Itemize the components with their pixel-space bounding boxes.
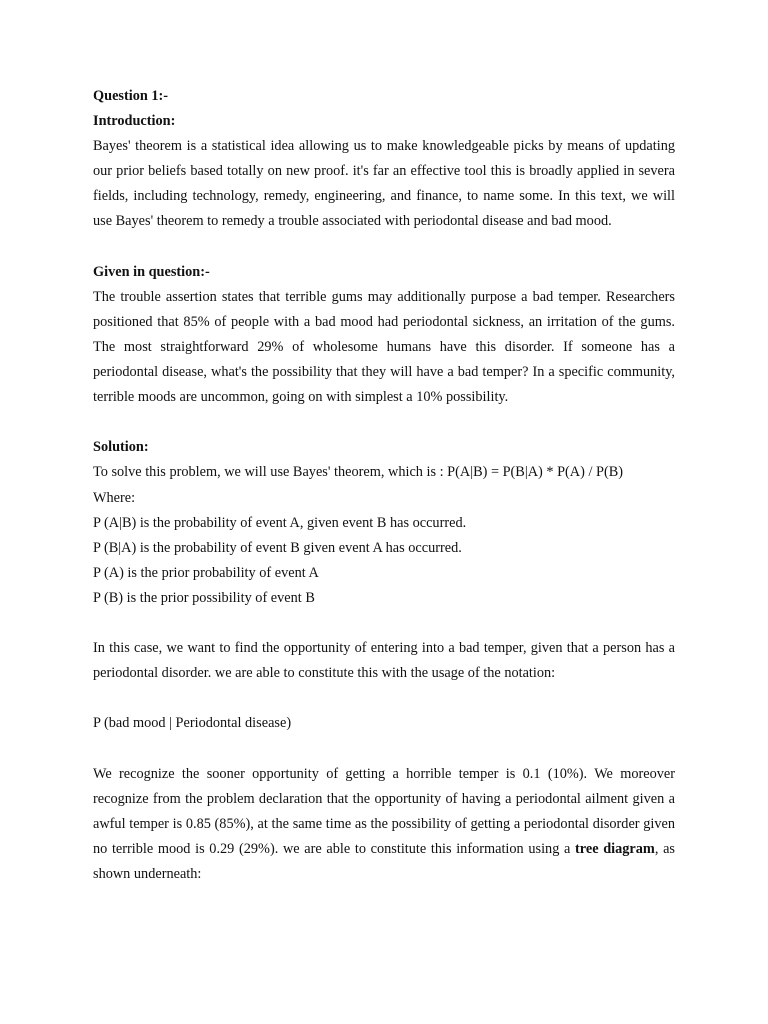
spacer [93,235,675,260]
spacer [93,410,675,435]
definition-line: P (A|B) is the probability of event A, given event B has occurred. [93,514,467,531]
given-heading: Given in question:- [93,263,210,280]
definition-line: P (A) is the prior probability of event A [93,564,319,581]
where-line: Where: [93,489,136,506]
tree-diagram-term: tree diagram [575,840,655,857]
solution-heading: Solution: [93,439,149,456]
recognize-text: We recognize the sooner opportunity of getting a horrible temper is 0.1 (10%). We moreover recognize from the problem declaration that the opportunity of having a periodontal ailment given a awful temper is 0.85 (85%), at the same time as the possibility of getting a periodontal disorder given no terrible mood is 0.29 (29%). we are able to constitute this information using a [93,765,675,857]
spacer [93,611,675,636]
definition-line: P (B|A) is the probability of event B given event A has occurred. [93,539,462,556]
question-title: Question 1:- [93,88,169,104]
case-paragraph: In this case, we want to find the opportunity of entering into a bad temper, given that a person has a periodontal disorder. we are able to constitute this with the usage of the notation: [93,640,675,682]
bayes-formula-line: To solve this problem, we will use Bayes' theorem, which is : P(A|B) = P(B|A) * P(A) / P(B) [93,464,624,481]
notation-line: P (bad mood | Periodontal disease) [93,715,292,732]
introduction-paragraph: Bayes' theorem is a statistical idea allowing us to make knowledgeable picks by means of updating our prior beliefs based totally on new proof. it's far an effective tool this is broadly applied in severa fields, including technology, remedy, engineering, and finance, to name some. In this text, we will use Bayes' theorem to remedy a trouble associated with periodontal disease and bad mood. [93,138,675,230]
recognize-text-end: , as shown underneath: [93,840,675,882]
recognize-paragraph [93,762,675,887]
spacer [93,686,675,711]
spacer [93,736,675,761]
document-page [93,84,675,887]
introduction-heading: Introduction: [93,113,176,130]
definition-line: P (B) is the prior possibility of event B [93,589,315,606]
given-paragraph: The trouble assertion states that terrible gums may additionally purpose a bad temper. Researchers positioned that 85% of people with a bad mood had periodontal sickness, an irritation of the gums. The most straightforward 29% of wholesome humans have this disorder. If someone has a periodontal disease, what's the possibility that they will have a bad temper? In a specific community, terrible moods are uncommon, going on with simplest a 10% possibility. [93,288,675,406]
